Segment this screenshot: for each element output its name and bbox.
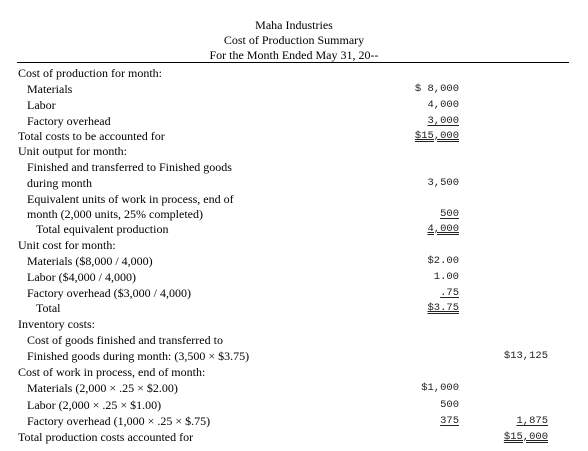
- amount-col2: 1,875: [516, 415, 548, 427]
- amount-col1: 3,500: [427, 177, 459, 189]
- row-label: Materials ($8,000 / 4,000): [27, 254, 153, 268]
- row-label-total: Total costs to be accounted for: [18, 129, 165, 143]
- row-label: Factory overhead (1,000 × .25 × $.75): [27, 414, 211, 428]
- row-label: Finished goods during month: (3,500 × $3.75): [27, 349, 250, 363]
- amount-col1-total: 4,000: [427, 223, 459, 235]
- row-label: Factory overhead ($3,000 / 4,000): [27, 286, 191, 300]
- section-heading: Cost of production for month:: [18, 66, 162, 80]
- section-heading: Unit cost for month:: [18, 238, 116, 252]
- row-label: Labor: [27, 98, 56, 112]
- row-label: Factory overhead: [27, 114, 111, 128]
- amount-col1: $1,000: [421, 382, 459, 394]
- row-label: Materials: [27, 82, 73, 96]
- header-rule: [17, 62, 569, 63]
- amount-col2: $13,125: [503, 350, 548, 362]
- row-label: Finished and transferred to Finished goods: [27, 160, 232, 174]
- amount-col1: .75: [440, 287, 459, 299]
- amount-col1: 500: [440, 399, 459, 411]
- row-label: Labor (2,000 × .25 × $1.00): [27, 398, 162, 412]
- report-title: Cost of Production Summary: [223, 33, 365, 47]
- row-label: Cost of goods finished and transferred to: [27, 333, 223, 347]
- amount-col1: 500: [440, 208, 459, 220]
- report-period: For the Month Ended May 31, 20--: [209, 48, 379, 62]
- amount-col1: $ 8,000: [414, 83, 459, 95]
- amount-col1: 4,000: [427, 99, 459, 111]
- company-name: Maha Industries: [255, 18, 333, 32]
- row-label: month (2,000 units, 25% completed): [27, 207, 203, 221]
- amount-col2-total: $15,000: [503, 431, 548, 443]
- section-heading: Unit output for month:: [18, 144, 127, 158]
- row-label: Labor ($4,000 / 4,000): [27, 270, 136, 284]
- section-heading: Cost of work in process, end of month:: [18, 365, 206, 379]
- row-label: Materials (2,000 × .25 × $2.00): [27, 381, 178, 395]
- amount-col1-total: $15,000: [414, 130, 459, 142]
- row-label: Equivalent units of work in process, end of: [27, 192, 234, 206]
- amount-col1-total: $3.75: [427, 302, 459, 314]
- amount-col1: $2.00: [427, 255, 459, 267]
- row-label: during month: [27, 176, 92, 190]
- row-label-total: Total equivalent production: [36, 222, 169, 236]
- row-label-total: Total production costs accounted for: [18, 430, 194, 444]
- section-heading: Inventory costs:: [18, 317, 95, 331]
- amount-col1: 1.00: [433, 271, 459, 283]
- amount-col1: 3,000: [427, 115, 459, 127]
- amount-col1: 375: [440, 415, 459, 427]
- row-label-total: Total: [36, 301, 61, 315]
